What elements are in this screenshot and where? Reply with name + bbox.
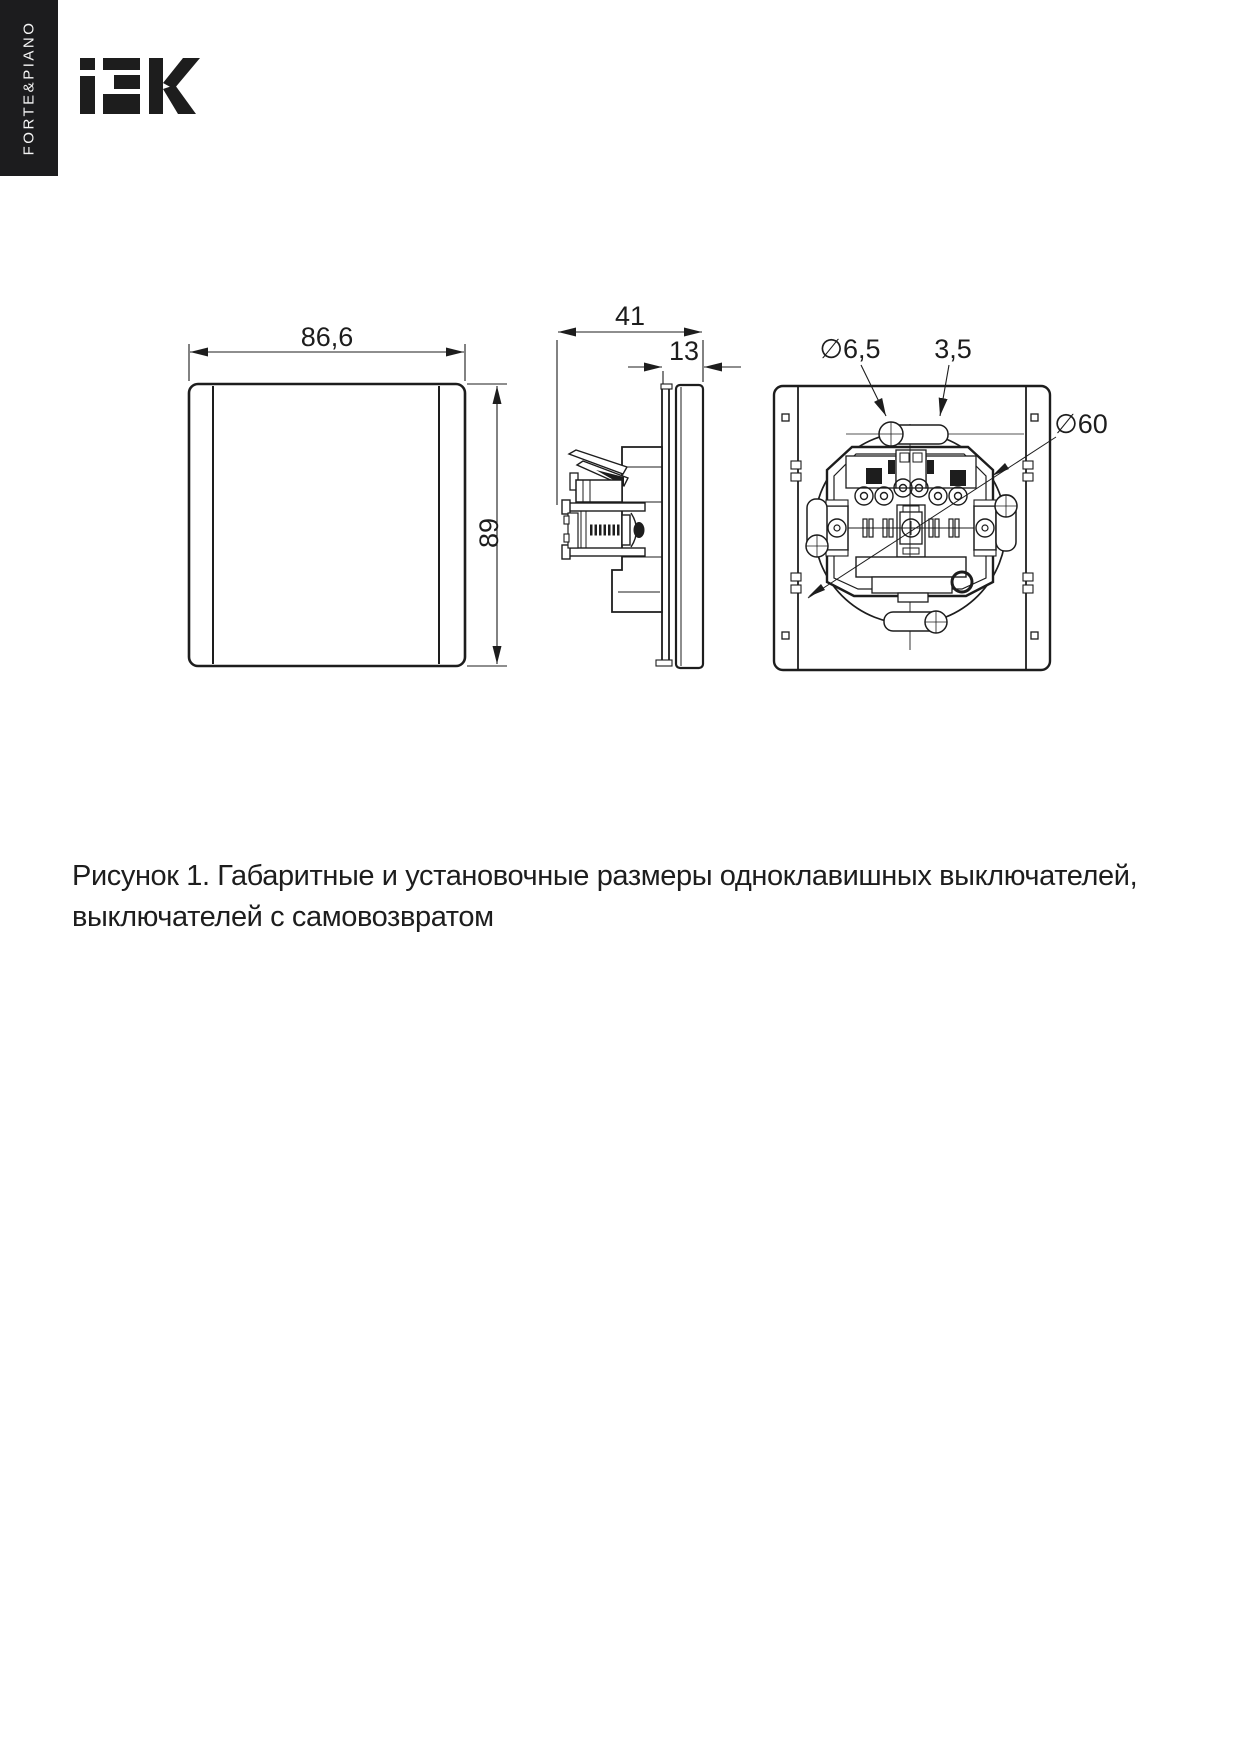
dim-mount-hole-dia: ∅6,5 [819,334,881,364]
front-view-drawing [189,322,507,666]
figure-caption-line1: Рисунок 1. Габаритные и установочные размеры одноклавишных выключателей, [72,860,1138,892]
dim-front-height: 89 [474,517,504,549]
figure-caption [72,856,1202,938]
dim-mount-box-dia: ∅60 [1054,409,1108,439]
dim-side-depth-front: 13 [668,336,700,366]
dim-side-depth-total: 41 [614,301,646,331]
rear-view-drawing [774,334,1108,670]
dim-front-width: 86,6 [300,322,354,352]
series-label: FORTE&PIANO [20,20,38,156]
figure-caption-line2: выключателей с самовозвратом [72,901,494,933]
dim-mount-slot-width: 3,5 [934,334,972,364]
side-view-drawing [557,301,741,668]
